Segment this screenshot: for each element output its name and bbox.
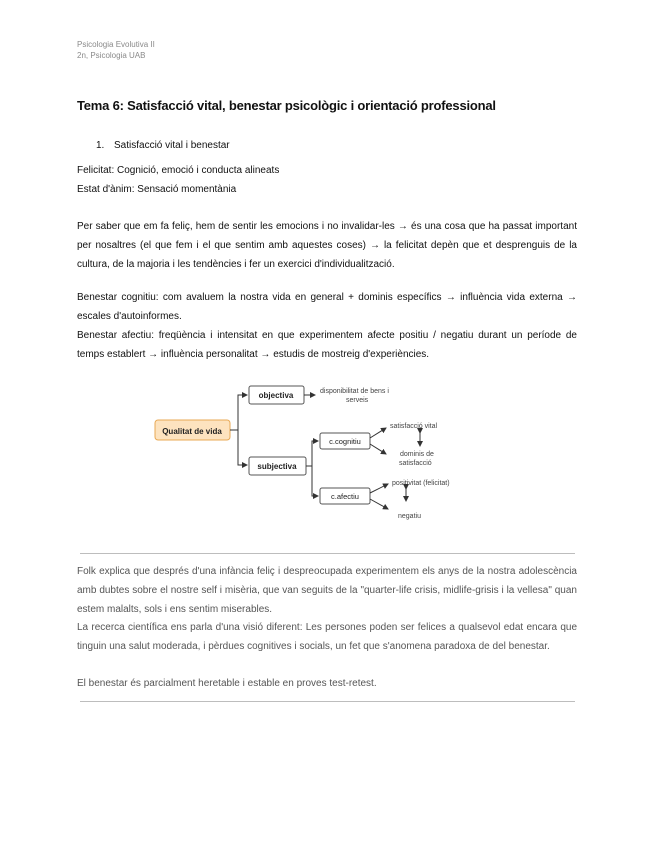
- objective-label: objectiva: [258, 391, 294, 400]
- section-heading: [96, 140, 230, 151]
- cognitive-label: c.cognitiu: [329, 437, 361, 446]
- paragraph-benestar-afectiu: Benestar afectiu: freqüència i intensitat en que experimentem afecte positiu / negatiu durant un període de temps establert → influència personalitat → estudis de mostreig d'experiències.: [77, 330, 577, 360]
- cognitive-bottom-2: satisfacció: [399, 460, 432, 467]
- affective-bottom: negatiu: [398, 513, 421, 520]
- subjective-label: subjectiva: [257, 462, 297, 471]
- root-label: Qualitat de vida: [162, 427, 222, 436]
- note-heritability: El benestar és parcialment heretable i estable en proves test-retest.: [77, 678, 377, 689]
- paragraph-felicitat: Per saber que em fa feliç, hem de sentir les emocions i no invalidar-les → és una cosa que ha passat important per nosaltres (el que fem i el que sentim amb aquestes coses) → la felicitat depèn que et desprenguis de la cultura, de la majoria i les tendències i fer un exercici d'individualització.: [77, 221, 577, 270]
- affective-label: c.afectiu: [331, 492, 359, 501]
- affective-top: positivitat (felicitat): [392, 480, 450, 487]
- cognitive-bottom-1: dominis de: [400, 451, 434, 458]
- page-header: [77, 39, 155, 61]
- paragraph-benestar-cognitiu: Benestar cognitiu: com avaluem la nostra vida en general + dominis específics → influència vida externa → escales d'autoinformes.: [77, 292, 577, 322]
- objective-desc-2: serveis: [346, 397, 369, 404]
- definition-felicitat: Felicitat: Cognició, emoció i conducta alineats: [77, 165, 280, 176]
- cognitive-top: satisfacció vital: [390, 423, 438, 430]
- program-name: 2n, Psicologia UAB: [77, 51, 146, 60]
- objective-desc-1: disponibilitat de bens i: [320, 388, 389, 395]
- note-folk: Folk explica que després d'una infància feliç i despreocupada experimentem els anys de la nostra adolescència amb dubtes sobre el nostre self i misèria, que van seguits de la "quarter-life crisis, midlife-grisis i la vellesa" quan estem malalts, sols i ens sentim miserables.: [77, 566, 577, 615]
- note-research: La recerca científica ens parla d'una visió diferent: Les persones poden ser felices a qualsevol edat encara que tinguin una salut moderada, i pèrdues cognitives i socials, un fet que s'anomena paradoxa de del benestar.: [77, 622, 577, 652]
- divider-top: [80, 553, 575, 554]
- quality-of-life-diagram: [150, 378, 490, 528]
- course-name: Psicologia Evolutiva II: [77, 40, 155, 49]
- page-title: Tema 6: Satisfacció vital, benestar psicològic i orientació professional: [77, 98, 496, 113]
- section-number: 1.: [96, 140, 105, 151]
- divider-bottom: [80, 701, 575, 702]
- definition-estat-anim: Estat d'ànim: Sensació momentània: [77, 184, 237, 195]
- section-label: Satisfacció vital i benestar: [114, 140, 230, 151]
